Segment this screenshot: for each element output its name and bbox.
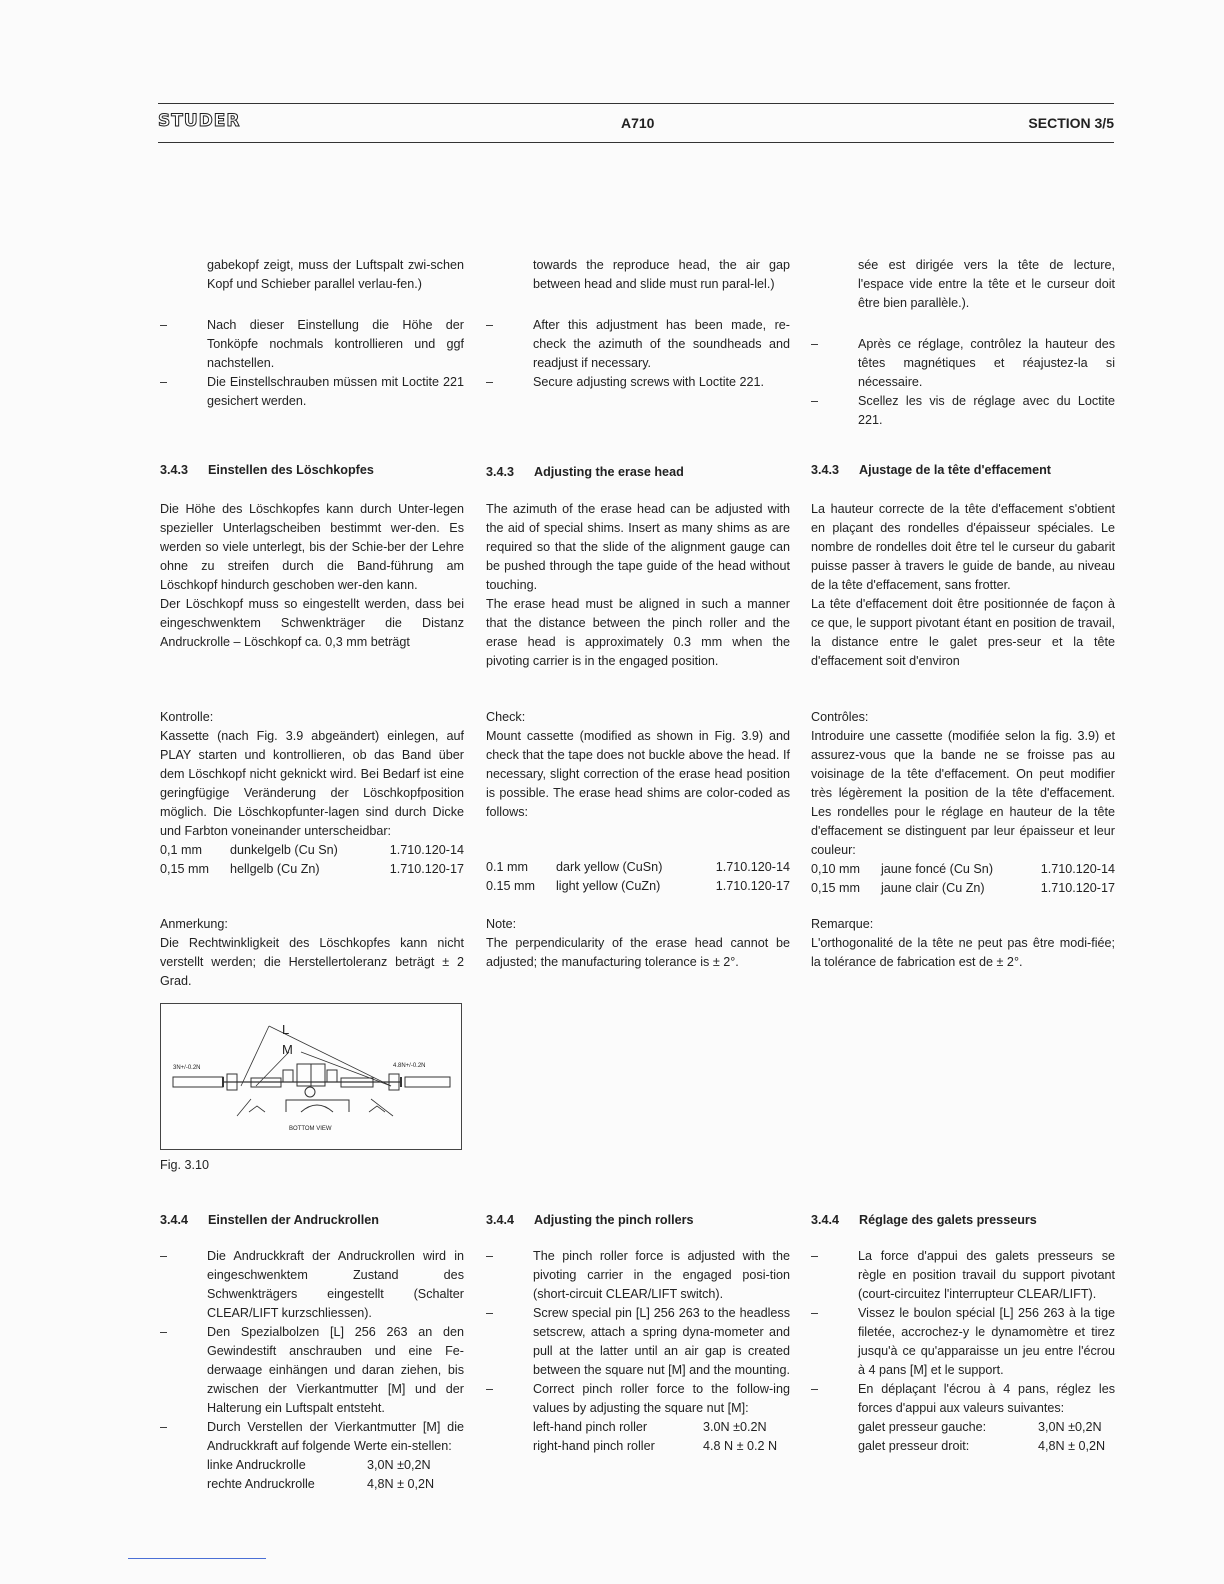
fr-shim-row: 0,15 mm jaune clair (Cu Zn) 1.710.120-17 bbox=[811, 881, 1115, 895]
fr-shim-row: 0,10 mm jaune foncé (Cu Sn) 1.710.120-14 bbox=[811, 862, 1115, 876]
de-shim-row: 0,15 mm hellgelb (Cu Zn) 1.710.120-17 bbox=[160, 862, 464, 876]
de-para-1: Die Höhe des Löschkopfes kann durch Unter-legen spezieller Unterlagscheiben bestimmt wer-den. Es werden so viele unterlegt, bis der Schie-ber der Lehre ohne zu streifen durch die Band-führung am Löschkopf hindurch geschoben wer-den kann. bbox=[160, 502, 464, 592]
en-body-344 bbox=[486, 1247, 790, 1456]
en-top-continuation: towards the reproduce head, the air gap between head and slide must run paral-lel.) bbox=[533, 258, 790, 291]
de-force-row: rechte Andruckrolle 4,8N ± 0,2N bbox=[207, 1477, 435, 1491]
de-heading-343 bbox=[160, 461, 464, 480]
en-heading-343 bbox=[486, 463, 790, 482]
figure-caption: Fig. 3.10 bbox=[160, 1158, 210, 1172]
fr-force-row: galet presseur gauche: 3,0N ±0,2N bbox=[858, 1420, 1102, 1434]
en-note-text: The perpendicularity of the erase head cannot be adjusted; the manufacturing tolerance is ± 2°. bbox=[486, 936, 790, 969]
de-heading-344-text: Einstellen der Andruckrollen bbox=[208, 1213, 379, 1227]
de-note-block bbox=[160, 915, 464, 991]
de-heading-344 bbox=[160, 1211, 464, 1230]
section-label: SECTION 3/5 bbox=[1028, 115, 1114, 131]
en-344-dash-2: – Screw special pin [L] 256 263 to the headless setscrew, attach a spring dyna-mometer and pull at the latter until an air gap is created between the square nut [M] and the mounting. bbox=[486, 1304, 790, 1380]
en-force-row: right-hand pinch roller 4.8 N ± 0.2 N bbox=[533, 1439, 778, 1453]
de-heading-344-num: 3.4.4 bbox=[160, 1213, 189, 1227]
en-force-row: left-hand pinch roller 3.0N ±0.2N bbox=[533, 1420, 767, 1434]
en-shim-row: 0.15 mm light yellow (CuZn) 1.710.120-17 bbox=[486, 879, 790, 893]
force-right-label: 4.8N+/-0.2N bbox=[393, 1063, 426, 1069]
en-para-1: The azimuth of the erase head can be adjusted with the aid of special shims. Insert as many shims as are required so that the slide of the alignment gauge can be pushed through the tape guide of the head without touching. bbox=[486, 502, 790, 592]
en-para-2: The erase head must be aligned in such a manner that the distance between the pinch roller and the erase head is approximately 0.3 mm when the pivoting carrier is in the engaged position. bbox=[486, 597, 790, 668]
fr-check-label: Contrôles: bbox=[811, 710, 869, 724]
fr-note-text: L'orthogonalité de la tête ne peut pas être modi-fiée; la tolérance de fabrication est de ± 2°. bbox=[811, 936, 1115, 969]
fr-heading-344 bbox=[811, 1211, 1115, 1230]
fr-heading-343 bbox=[811, 461, 1115, 480]
de-body-344 bbox=[160, 1247, 464, 1494]
fr-check-text: Introduire une cassette (modifiée selon la fig. 3.9) et assurez-vous que la bande ne se froisse pas au voisinage de la tête d'effacement. On peut modifier très légèrement la position de la tête d'effacement. Les rondelles pour le réglage en hauteur de la tête d'effacement se distinguent par leur épaisseur et leur couleur: bbox=[811, 729, 1115, 857]
pinch-roller-diagram bbox=[161, 1004, 461, 1149]
fr-note-label: Remarque: bbox=[811, 917, 874, 931]
figure-3-10 bbox=[160, 1003, 462, 1150]
de-heading-343-num: 3.4.3 bbox=[160, 463, 189, 477]
label-l: L bbox=[282, 1022, 290, 1037]
fr-344-dash-3: – En déplaçant l'écrou à 4 pans, réglez les forces d'appui aux valeurs suivantes: bbox=[811, 1380, 1115, 1418]
en-344-dash-3: – Correct pinch roller force to the follow-ing values by adjusting the square nut [M]: bbox=[486, 1380, 790, 1418]
fr-check-block bbox=[811, 708, 1115, 898]
de-check-label: Kontrolle: bbox=[160, 710, 214, 724]
fr-body-344 bbox=[811, 1247, 1115, 1456]
de-para-2: Der Löschkopf muss so eingestellt werden, dass bei eingeschwenktem Schwenkträger die Distanz Andruckrolle – Löschkopf ca. 0,3 mm beträgt bbox=[160, 597, 464, 649]
en-check-label: Check: bbox=[486, 710, 526, 724]
de-check-text: Kassette (nach Fig. 3.9 abgeändert) einlegen, auf PLAY starten und kontrollieren, ob das Band über dem Löschkopf nicht geknickt wird. Bei Bedarf ist eine geringfügige Veränderung der Löschkopfposition möglich. Die Löschkopfunter-lagen sind durch Dicke und Farbton voneinander unterscheidbar: bbox=[160, 729, 464, 838]
en-dash-2: – Secure adjusting screws with Loctite 221. bbox=[486, 373, 790, 392]
fr-heading-344-text: Réglage des galets presseurs bbox=[859, 1213, 1037, 1227]
de-top-block bbox=[160, 256, 464, 411]
de-check-block bbox=[160, 708, 464, 879]
en-heading-344 bbox=[486, 1211, 790, 1230]
fr-top-continuation: sée est dirigée vers la tête de lecture, l'espace vide entre la tête et le curseur doit être bien parallèle.). bbox=[858, 258, 1115, 310]
de-force-row: linke Andruckrolle 3,0N ±0,2N bbox=[207, 1458, 431, 1472]
fr-heading-343-text: Ajustage de la tête d'effacement bbox=[859, 463, 1051, 477]
en-body-343 bbox=[486, 500, 790, 671]
de-dash-1: – Nach dieser Einstellung die Höhe der Tonköpfe nochmals kontrollieren und ggf nachstellen. bbox=[160, 316, 464, 373]
footer-link-line bbox=[128, 1558, 266, 1559]
de-note-label: Anmerkung: bbox=[160, 917, 228, 931]
en-shim-block bbox=[486, 858, 790, 896]
en-shim-row: 0.1 mm dark yellow (CuSn) 1.710.120-14 bbox=[486, 860, 790, 874]
fr-344-dash-2: – Vissez le boulon spécial [L] 256 263 à la tige filetée, accrochez-y le dynamomètre et tirez jusqu'à ce qu'apparaisse un jeu entre l'écrou à 4 pans [M] et le support. bbox=[811, 1304, 1115, 1380]
en-note-label: Note: bbox=[486, 917, 517, 931]
de-344-dash-2: – Den Spezialbolzen [L] 256 263 an den Gewindestift anschrauben und eine Fe-derwaage einhängen und daran ziehen, bis zwischen der Vierkantmutter [M] und der Halterung ein Luftspalt entsteht. bbox=[160, 1323, 464, 1418]
label-m: M bbox=[282, 1042, 293, 1057]
en-heading-343-num: 3.4.3 bbox=[486, 465, 515, 479]
en-heading-344-text: Adjusting the pinch rollers bbox=[534, 1213, 694, 1227]
fr-dash-1: – Après ce réglage, contrôlez la hauteur des têtes magnétiques et réajustez-la si nécessaire. bbox=[811, 335, 1115, 392]
en-dash-1: – After this adjustment has been made, re-check the azimuth of the soundheads and readjust if necessary. bbox=[486, 316, 790, 373]
fr-heading-344-num: 3.4.4 bbox=[811, 1213, 840, 1227]
de-body-343 bbox=[160, 500, 464, 652]
en-top-block bbox=[486, 256, 790, 392]
en-note-block bbox=[486, 915, 790, 972]
fr-para-1: La hauteur correcte de la tête d'effacement s'obtient en plaçant des rondelles d'épaisseur spéciales. Le nombre de rondelles doit être tel le curseur du gabarit puisse passer à travers le guide de bande, au niveau de la tête d'effacement, sans frotter. bbox=[811, 502, 1115, 592]
force-left-label: 3N+/-0.2N bbox=[173, 1065, 201, 1071]
en-heading-343-text: Adjusting the erase head bbox=[534, 465, 684, 479]
en-heading-344-num: 3.4.4 bbox=[486, 1213, 515, 1227]
en-check-block bbox=[486, 708, 790, 822]
model-title: A710 bbox=[621, 115, 655, 131]
header-rule-bottom bbox=[158, 142, 1114, 143]
de-shim-row: 0,1 mm dunkelgelb (Cu Sn) 1.710.120-14 bbox=[160, 843, 464, 857]
de-top-continuation: gabekopf zeigt, muss der Luftspalt zwi-schen Kopf und Schieber parallel verlau-fen.) bbox=[207, 258, 464, 291]
de-344-dash-3: – Durch Verstellen der Vierkantmutter [M] die Andruckkraft auf folgende Werte ein-stellen: bbox=[160, 1418, 464, 1456]
header-rule-top bbox=[158, 103, 1114, 104]
de-heading-343-text: Einstellen des Löschkopfes bbox=[208, 463, 374, 477]
de-344-dash-1: – Die Andruckkraft der Andruckrollen wird in eingeschwenktem Zustand des Schwenkträgers eingestellt (Schalter CLEAR/LIFT kurzschliessen). bbox=[160, 1247, 464, 1323]
fr-body-343 bbox=[811, 500, 1115, 671]
de-note-text: Die Rechtwinkligkeit des Löschkopfes kann nicht verstellt werden; die Herstellertoleranz beträgt ± 2 Grad. bbox=[160, 936, 464, 988]
fr-344-dash-1: – La force d'appui des galets presseurs se règle en position travail du support pivotant (court-circuitez l'interrupteur CLEAR/LIFT). bbox=[811, 1247, 1115, 1304]
fr-heading-343-num: 3.4.3 bbox=[811, 463, 840, 477]
fr-para-2: La tête d'effacement doit être positionnée de façon à ce que, le support pivotant étant en position de travail, la distance entre le galet pres-seur et la tête d'effacement soit d'environ bbox=[811, 597, 1115, 668]
en-check-text: Mount cassette (modified as shown in Fig. 3.9) and check that the tape does not buckle above the head. If necessary, slight correction of the erase head position is possible. The erase head shims are color-coded as follows: bbox=[486, 729, 790, 819]
fr-force-row: galet presseur droit: 4,8N ± 0,2N bbox=[858, 1439, 1106, 1453]
studer-logo: STUDER bbox=[158, 111, 241, 131]
fr-note-block bbox=[811, 915, 1115, 972]
en-344-dash-1: – The pinch roller force is adjusted with the pivoting carrier in the engaged posi-tion (short-circuit CLEAR/LIFT switch). bbox=[486, 1247, 790, 1304]
bottom-view-label: BOTTOM VIEW bbox=[289, 1126, 332, 1132]
fr-dash-2: – Scellez les vis de réglage avec du Loctite 221. bbox=[811, 392, 1115, 430]
de-dash-2: – Die Einstellschrauben müssen mit Loctite 221 gesichert werden. bbox=[160, 373, 464, 411]
fr-top-block bbox=[811, 256, 1115, 430]
